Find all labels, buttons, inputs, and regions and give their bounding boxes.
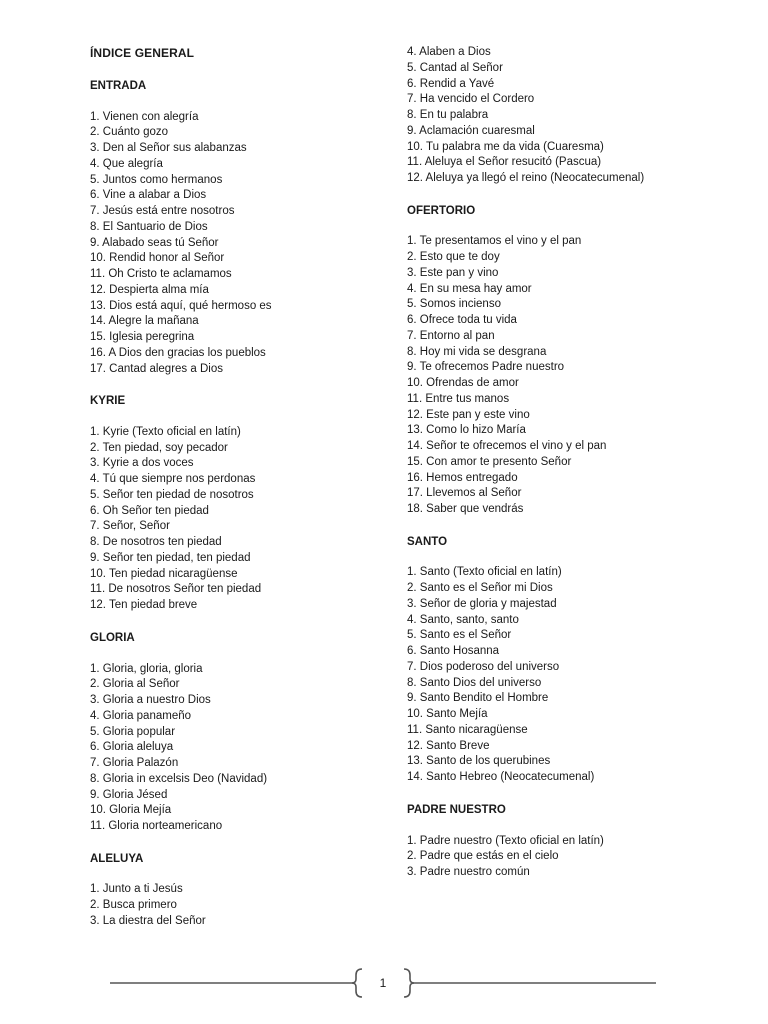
list-item: 15. Con amor te presento Señor — [407, 455, 572, 468]
list-item: 11. Santo nicaragüense — [407, 723, 528, 736]
section-heading: KYRIE — [90, 395, 126, 408]
list-item: 12. Santo Breve — [407, 739, 490, 752]
list-item: 8. En tu palabra — [407, 109, 489, 121]
list-item: 3. Den al Señor sus alabanzas — [90, 142, 247, 155]
list-item: 7. Entorno al pan — [407, 329, 495, 342]
list-item: 3. Señor de gloria y majestad — [407, 597, 557, 610]
section-list — [407, 234, 727, 518]
list-item: 4. Que alegría — [90, 157, 163, 170]
list-item: 2. Busca primero — [90, 899, 177, 912]
list-item: 1. Gloria, gloria, gloria — [90, 662, 203, 675]
list-item: 13. Dios está aquí, qué hermoso es — [90, 299, 272, 312]
left-sections — [90, 78, 410, 930]
section-heading: ALELUYA — [90, 852, 144, 865]
section-heading: GLORIA — [90, 631, 135, 644]
list-item: 12. Este pan y este vino — [407, 408, 530, 421]
list-item: 7. Ha vencido el Cordero — [407, 93, 535, 106]
list-item: 12. Ten piedad breve — [90, 599, 198, 612]
list-item: 4. Santo, santo, santo — [407, 613, 519, 626]
list-item: 6. Vine a alabar a Dios — [90, 189, 207, 202]
page-footer — [110, 966, 656, 1000]
list-item: 14. Alegre la mañana — [90, 315, 199, 328]
list-item: 11. Aleluya el Señor resucitó (Pascua) — [407, 156, 602, 169]
list-item: 14. Señor te ofrecemos el vino y el pan — [407, 440, 607, 453]
list-item: 2. Ten piedad, soy pecador — [90, 441, 228, 454]
list-item: 5. Juntos como hermanos — [90, 173, 223, 186]
left-column — [90, 45, 410, 946]
list-item: 2. Santo es el Señor mi Dios — [407, 582, 553, 595]
list-item: 4. Alaben a Dios — [407, 46, 491, 58]
list-item: 2. Gloria al Señor — [90, 678, 180, 691]
list-item: 9. Santo Bendito el Hombre — [407, 692, 549, 705]
list-item: 11. Oh Cristo te aclamamos — [90, 268, 232, 281]
section-list — [407, 834, 727, 881]
list-item: 5. Cantad al Señor — [407, 61, 503, 74]
list-item: 17. Llevemos al Señor — [407, 487, 522, 500]
right-column — [407, 45, 727, 897]
list-item: 9. Alabado seas tú Señor — [90, 236, 219, 249]
list-item: 14. Santo Hebreo (Neocatecumenal) — [407, 771, 595, 784]
list-item: 4. Gloria panameño — [90, 709, 192, 722]
page-number: 1 — [379, 976, 387, 990]
list-item: 5. Señor ten piedad de nosotros — [90, 488, 254, 501]
list-item: 2. Padre que estás en el cielo — [407, 850, 559, 863]
list-item: 10. Ofrendas de amor — [407, 377, 519, 390]
list-item: 15. Iglesia peregrina — [90, 331, 195, 344]
list-item: 8. El Santuario de Dios — [90, 220, 208, 233]
list-item: 12. Aleluya ya llegó el reino (Neocatecumenal) — [407, 172, 645, 184]
list-item: 4. En su mesa hay amor — [407, 282, 532, 295]
section-list — [90, 882, 410, 929]
list-item: 9. Aclamación cuaresmal — [407, 124, 535, 137]
list-item: 7. Señor, Señor — [90, 520, 170, 533]
list-item: 3. Este pan y vino — [407, 266, 499, 279]
list-item: 9. Te ofrecemos Padre nuestro — [407, 361, 565, 374]
section-list — [407, 565, 727, 786]
list-item: 10. Ten piedad nicaragüense — [90, 567, 238, 580]
list-item: 3. Gloria a nuestro Dios — [90, 694, 211, 707]
list-item: 3. Kyrie a dos voces — [90, 457, 194, 470]
list-item: 18. Saber que vendrás — [407, 503, 524, 516]
section-list — [90, 425, 410, 614]
list-item: 1. Vienen con alegría — [90, 110, 199, 123]
list-item: 1. Te presentamos el vino y el pan — [407, 235, 582, 248]
list-item: 1. Santo (Texto oficial en latín) — [407, 566, 562, 579]
section-list — [90, 110, 410, 378]
list-item: 3. La diestra del Señor — [90, 914, 206, 927]
page-title: ÍNDICE GENERAL — [90, 46, 195, 60]
list-item: 6. Oh Señor ten piedad — [90, 504, 209, 517]
list-item: 8. Santo Dios del universo — [407, 676, 542, 689]
list-item: 7. Gloria Palazón — [90, 757, 179, 770]
list-item: 10. Rendid honor al Señor — [90, 252, 225, 265]
right-sections — [407, 203, 727, 881]
list-item: 16. Hemos entregado — [407, 471, 518, 484]
list-item: 5. Santo es el Señor — [407, 629, 512, 642]
list-item: 11. De nosotros Señor ten piedad — [90, 583, 262, 596]
list-item: 4. Tú que siempre nos perdonas — [90, 473, 256, 486]
list-item: 8. De nosotros ten piedad — [90, 536, 222, 549]
list-item: 5. Somos incienso — [407, 298, 501, 311]
list-item: 3. Padre nuestro común — [407, 866, 530, 879]
list-item: 6. Gloria aleluya — [90, 741, 174, 754]
list-item: 11. Entre tus manos — [407, 392, 510, 405]
list-item: 6. Santo Hosanna — [407, 645, 500, 658]
list-item: 8. Hoy mi vida se desgrana — [407, 345, 547, 358]
list-item: 9. Gloria Jésed — [90, 788, 168, 801]
list-item: 13. Como lo hizo María — [407, 424, 526, 437]
list-item: 1. Junto a ti Jesús — [90, 883, 183, 896]
list-item: 7. Dios poderoso del universo — [407, 660, 560, 673]
list-item: 12. Despierta alma mía — [90, 283, 209, 296]
list-item: 5. Gloria popular — [90, 725, 176, 738]
list-item: 11. Gloria norteamericano — [90, 820, 223, 833]
section-list — [90, 662, 410, 835]
list-item: 8. Gloria in excelsis Deo (Navidad) — [90, 772, 268, 785]
aleluya-continued-list — [407, 45, 727, 187]
list-item: 7. Jesús está entre nosotros — [90, 205, 235, 218]
section-heading: OFERTORIO — [407, 204, 476, 217]
section-heading: SANTO — [407, 535, 448, 548]
list-item: 13. Santo de los querubines — [407, 755, 551, 768]
list-item: 1. Kyrie (Texto oficial en latín) — [90, 425, 241, 438]
list-item: 10. Santo Mejía — [407, 708, 488, 721]
list-item: 2. Esto que te doy — [407, 251, 500, 264]
list-item: 6. Rendid a Yavé — [407, 77, 495, 90]
list-item: 16. A Dios den gracias los pueblos — [90, 346, 266, 359]
list-item: 17. Cantad alegres a Dios — [90, 362, 223, 375]
list-item: 10. Gloria Mejía — [90, 804, 172, 817]
list-item: 2. Cuánto gozo — [90, 126, 169, 139]
section-heading: ENTRADA — [90, 80, 147, 92]
section-heading: PADRE NUESTRO — [407, 803, 506, 816]
list-item: 6. Ofrece toda tu vida — [407, 314, 517, 327]
list-item: 9. Señor ten piedad, ten piedad — [90, 551, 251, 564]
list-item: 1. Padre nuestro (Texto oficial en latín) — [407, 834, 604, 847]
list-item: 10. Tu palabra me da vida (Cuaresma) — [407, 140, 604, 153]
